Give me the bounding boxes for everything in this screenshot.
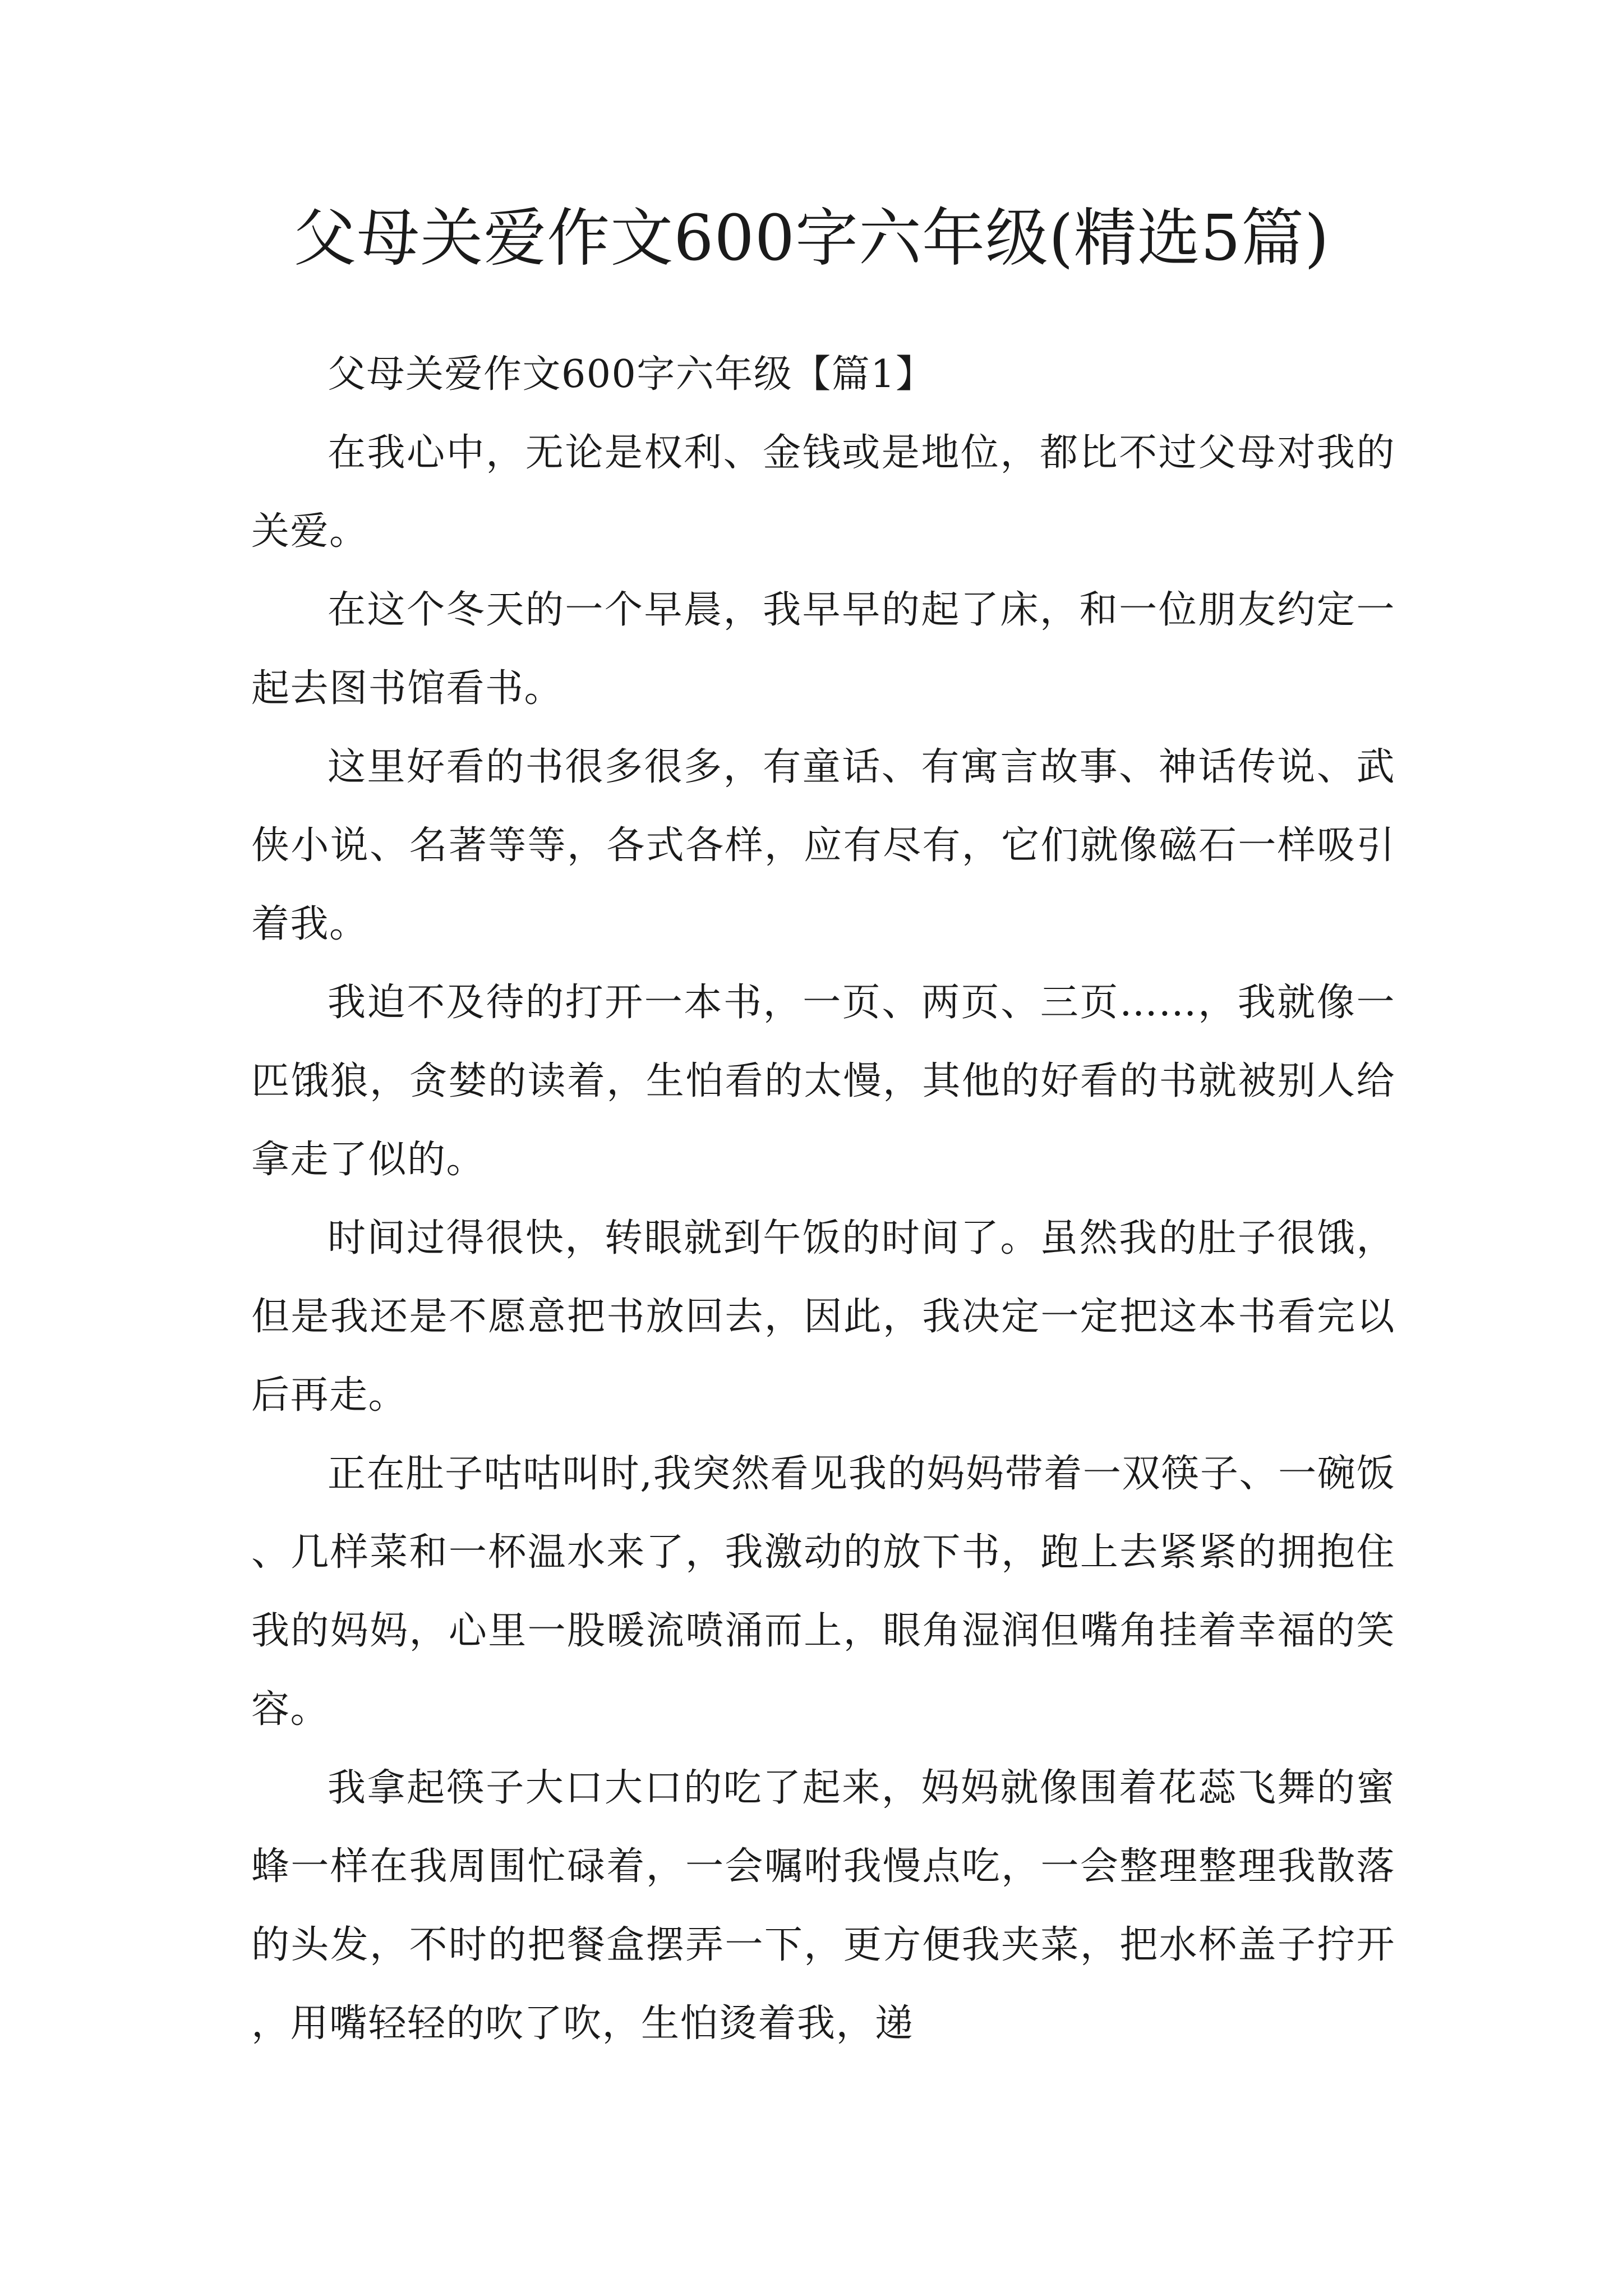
document-body	[251, 335, 1395, 2063]
paragraph-5: 时间过得很快，转眼就到午饭的时间了。虽然我的肚子很饿，但是我还是不愿意把书放回去，因此，我决定一定把这本书看完以后再走。	[251, 1216, 1395, 1418]
section-heading: 父母关爱作文600字六年级【篇1】	[328, 352, 935, 397]
paragraph-2: 在这个冬天的一个早晨，我早早的起了床，和一位朋友约定一起去图书馆看书。	[251, 588, 1395, 711]
paragraph-1: 在我心中，无论是权利、金钱或是地位，都比不过父母对我的关爱。	[251, 431, 1395, 554]
paragraph-7: 我拿起筷子大口大口的吃了起来，妈妈就像围着花蕊飞舞的蜜蜂一样在我周围忙碌着，一会嘱咐我慢点吃，一会整理整理我散落的头发，不时的把餐盒摆弄一下，更方便我夹菜，把水杯盖子拧开，用嘴轻轻的吹了吹，生怕烫着我，递	[251, 1766, 1395, 2046]
paragraph-3: 这里好看的书很多很多，有童话、有寓言故事、神话传说、武侠小说、名著等等，各式各样，应有尽有，它们就像磁石一样吸引着我。	[251, 745, 1395, 946]
document-title: 父母关爱作文600字六年级(精选5篇)	[293, 202, 1330, 275]
paragraph-6: 正在肚子咕咕叫时,我突然看见我的妈妈带着一双筷子、一碗饭、几样菜和一杯温水来了，我激动的放下书，跑上去紧紧的拥抱住我的妈妈，心里一股暖流喷涌而上，眼角湿润但嘴角挂着幸福的笑容。	[251, 1452, 1395, 1732]
paragraph-4: 我迫不及待的打开一本书，一页、两页、三页……，我就像一匹饿狼，贪婪的读着，生怕看的太慢，其他的好看的书就被别人给拿走了似的。	[251, 981, 1395, 1182]
